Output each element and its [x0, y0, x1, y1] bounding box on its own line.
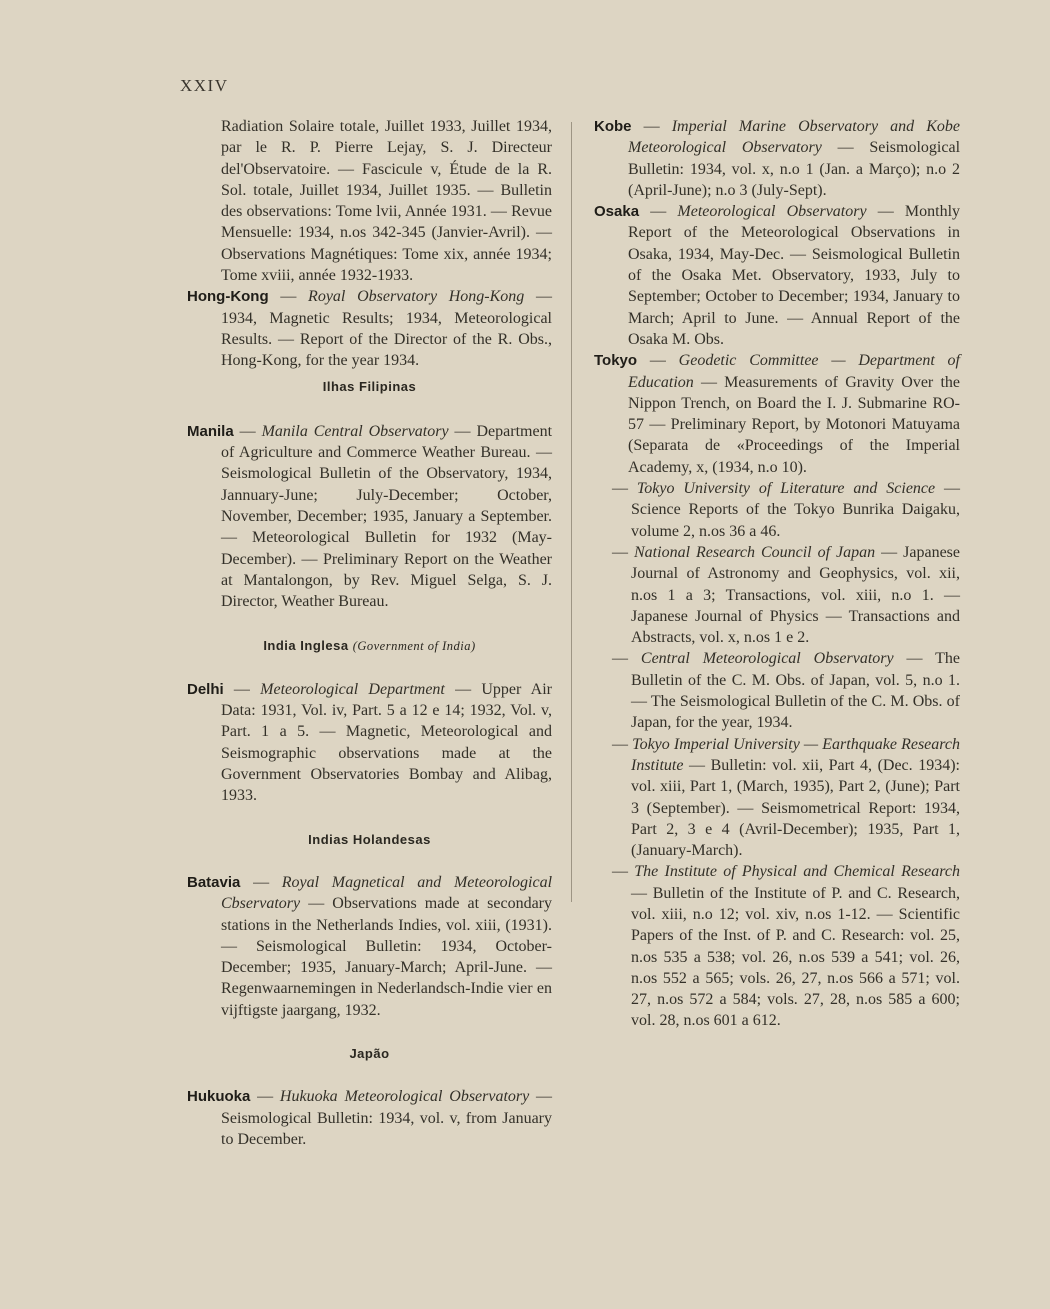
entry-delhi: Delhi — Meteorological Department — Upper Air Data: 1931, Vol. iv, Part. 5 a 12 e 14; 1932, Vol. v, Part. 1 a 5. — Magnetic, Meteorological and Seismographic observations made at the Government Observatories Bombay and Alibag, 1933. — [187, 680, 553, 805]
institution-name: The Institute of Physical and Chemical Research — [634, 863, 961, 881]
institution-name: Royal Observatory Hong-Kong — [308, 288, 525, 306]
column-divider — [571, 122, 572, 902]
entry-text: — Department of Agriculture and Commerce Weather Bureau. — Seismological Bulletin of the Observatory, 1934, Jannuary-June; July-December; October, November, December; 1935, January a September. — Meteorological Bulletin for 1932 (May-December). — Preliminary Report on the Weather at Mantalongon, by Rev. Miguel Selga, S. J. Director, Weather Bureau. — [221, 422, 553, 611]
entry-manila: Manila — Manila Central Observatory — Department of Agriculture and Commerce Weather Bureau. — Seismological Bulletin of the Observatory, 1934, Jannuary-June; July-December; October, November, December; 1935, January a September. — Meteorological Bulletin for 1932 (May-December). — Preliminary Report on the Weather at Mantalongon, by Rev. Miguel Selga, S. J. Director, Weather Bureau. — [187, 422, 553, 611]
institution-name: Meteorological Department — [260, 680, 445, 698]
entry-text: — Seismological Bulletin: 1934, vol. v, from January to December. — [221, 1088, 553, 1148]
intro-entry: Radiation Solaire totale, Juillet 1933, Juillet 1934, par le R. P. Pierre Lejay, S. J. Directeur del'Observatoire. — Fascicule v, Étude de la R. Sol. totale, Juillet 1934, Juillet 1935. — Bulletin des observations: Tome lvii, Année 1931. — Revue Mensuelle: 1934, n.os 342-345 (Janvier-Avril). — Observations Magnétiques: Tome xix, année 1934; Tome xviii, année 1932-1933. — [221, 118, 552, 285]
entry-batavia: Batavia — Royal Magnetical and Meteorological Cbservatory — Observations made at secondary stations in the Netherlands Indies, vol. xiii, (1931). — Seismological Bulletin: 1934, October-December; 1935, January-March; April-June. — Regenwaarnemingen in Nederlandsch-Indie vier en vijftigste jaargang, 1932. — [187, 873, 553, 1019]
institution-name: Tokyo Imperial University — Earthquake Research Institute — [631, 735, 960, 774]
page-number: XXIV — [180, 76, 229, 95]
institution-name: National Research Council of Japan — [634, 543, 876, 561]
entry-tokyo: Tokyo — Geodetic Committee — Department of Education — Measurements of Gravity Over the Nippon Trench, on Board the I. J. Submarine RO-57 — Preliminary Report, by Motonori Matuyama (Separata de «Proceedings of the Imperial Academy, x, (1934, n.o 10). — [594, 352, 961, 476]
institution-name: Geodetic Committee — Department of Education — [628, 352, 961, 391]
right-column — [594, 116, 960, 1032]
institution-name: Hukuoka Meteorological Observatory — [279, 1088, 530, 1106]
entry-central-observatory: — Central Meteorological Observatory — The Bulletin of the C. M. Obs. of Japan, vol. 5, n.o 1. — The Seismological Bulletin of the C. M. Obs. of Japan, for the year, 1934. — [612, 650, 961, 732]
institution-name: Meteorological Observatory — [677, 203, 867, 221]
institution-name: Central Meteorological Observatory — [640, 650, 894, 668]
entry-osaka: Osaka — Meteorological Observatory — Monthly Report of the Meteorological Observations in Osaka, 1934, May-Dec. — Seismological Bulletin of the Osaka Met. Observatory, 1933, July to September; October to December; 1934, January to March; April to June. — Annual Report of the Osaka M. Obs. — [594, 203, 961, 348]
entry-hukuoka: Hukuoka — Hukuoka Meteorological Observatory — Seismological Bulletin: 1934, vol. v, from January to December. — [187, 1088, 553, 1148]
place-name: Batavia — [187, 873, 241, 891]
entry-text: — Seismological Bulletin: 1934, vol. x, n.o 1 (Jan. a Março); n.o 2 (April-June); n.o 3 (July-Sept). — [628, 139, 961, 199]
institution-name: Imperial Marine Observatory and Kobe Meteorological Observatory — [628, 118, 961, 157]
institution-name: Tokyo University of Literature and Science — [636, 480, 936, 498]
entry-research-council: — National Research Council of Japan — Japanese Journal of Astronomy and Geophysics, vol. xii, n.os 1 a 3; Transactions, vol. xiii, n.o 1. — Japanese Journal of Physics — Transactions and Abstracts, vol. x, n.os 1 e 2. — [612, 543, 961, 647]
place-name: Manila — [187, 422, 234, 440]
entry-text: — 1934, Magnetic Results; 1934, Meteorological Results. — Report of the Director of the R. Obs., Hong-Kong, for the year 1934. — [221, 288, 553, 370]
place-name: Hukuoka — [187, 1088, 251, 1106]
institution-name: Manila Central Observatory — [261, 422, 449, 440]
place-name: Delhi — [187, 680, 224, 698]
place-name: Kobe — [594, 118, 632, 135]
entry-physical-chemical: — The Institute of Physical and Chemical Research — Bulletin of the Institute of P. and C. Research, vol. xiii, n.o 12; vol. xiv, n.os 1-12. — Scientific Papers of the Inst. of P. and C. Research: vol. 25, n.os 535 a 538; vol. 26, n.os 539 a 541; vol. 26, n.os 552 a 565; vols. 26, 27, n.os 566 a 571; vol. 27, n.os 572 a 584; vols. 27, 28, n.os 585 a 600; vol. 28, n.os 601 a 612. — [612, 863, 961, 1030]
entry-text: — Japanese Journal of Astronomy and Geophysics, vol. xii, n.os 1 a 3; Transactions, vol. xiii, n.o 1. — Japanese Journal of Physics — Transactions and Abstracts, vol. x, n.os 1 e 2. — [631, 543, 961, 647]
place-name: Hong-Kong — [187, 288, 269, 306]
entry-text: — Monthly Report of the Meteorological Observations in Osaka, 1934, May-Dec. — Seismological Bulletin of the Osaka Met. Observatory, 1933, July to September; October to December; 1934, January to March; April to June. — Annual Report of the Osaka M. Obs. — [628, 203, 961, 348]
entry-text: — Bulletin of the Institute of P. and C. Research, vol. xiii, n.o 12; vol. xiv, n.os 1-12. — Scientific Papers of the Inst. of P. and C. Research: vol. 25, n.os 535 a 538; vol. 26, n.os 539 a 541; vol. 26, n.os 552 a 565; vols. 26, 27, n.os 566 a 571; vol. 27, n.os 572 a 584; vols. 27, 28, n.os 585 a 600; vol. 28, n.os 601 a 612. — [631, 884, 960, 1030]
left-column — [187, 116, 552, 1150]
entry-text: — The Bulletin of the C. M. Obs. of Japan, vol. 5, n.o 1. — The Seismological Bulletin of the C. M. Obs. of Japan, for the year, 1934. — [631, 650, 961, 732]
entry-text: — Science Reports of the Tokyo Bunrika Daigaku, volume 2, n.os 36 a 46. — [631, 480, 960, 540]
region-heading: India Inglesa (Government of India) — [263, 637, 476, 653]
entry-earthquake-institute: — Tokyo Imperial University — Earthquake Research Institute — Bulletin: vol. xii, Part 4, (Dec. 1934): vol. xiii, Part 1, (March, 1935), Part 2, (June); Part 3 (September). — Seismometrical Report: 1934, Part 2, 3 e 4 (Avril-December); 1935, Part 1, (January-March). — [612, 735, 961, 860]
entry-hong-kong: Hong-Kong — Royal Observatory Hong-Kong — 1934, Magnetic Results; 1934, Meteorological Results. — Report of the Director of the R. Obs., Hong-Kong, for the year 1934. — [187, 288, 553, 370]
entry-tokyo-bunrika: — Tokyo University of Literature and Science — Science Reports of the Tokyo Bunrika Daigaku, volume 2, n.os 36 a 46. — [612, 480, 960, 540]
region-heading: Japão — [349, 1045, 390, 1061]
region-subheading: (Government of India) — [352, 638, 476, 653]
place-name: Osaka — [594, 203, 640, 221]
entry-kobe: Kobe — Imperial Marine Observatory and Kobe Meteorological Observatory — Seismological Bulletin: 1934, vol. x, n.o 1 (Jan. a Março); n.o 2 (April-June); n.o 3 (July-Sept). — [594, 118, 961, 199]
place-name: Tokyo — [594, 352, 638, 370]
region-heading: Indias Holandesas — [308, 831, 431, 847]
entry-text: — Bulletin: vol. xii, Part 4, (Dec. 1934): vol. xiii, Part 1, (March, 1935), Part 2, (June); Part 3 (September). — Seismometrical Report: 1934, Part 2, 3 e 4 (Avril-December); 1935, Part 1, (January-March). — [631, 756, 961, 860]
entry-text: — Upper Air Data: 1931, Vol. iv, Part. 5 a 12 e 14; 1932, Vol. v, Part. 1 a 5. — Magnetic, Meteorological and Seismographic observations made at the Government Observatories Bombay and Alibag, 1933. — [221, 680, 553, 805]
entry-text: — Measurements of Gravity Over the Nippon Trench, on Board the I. J. Submarine RO-57 — Preliminary Report, by Motonori Matuyama (Separata de «Proceedings of the Imperial Academy, x, (1934, n.o 10). — [628, 373, 960, 476]
region-heading: Ilhas Filipinas — [322, 378, 417, 394]
entry-text: — Observations made at secondary stations in the Netherlands Indies, vol. xiii, (1931). — Seismological Bulletin: 1934, October-December; 1935, January-March; April-June. — Regenwaarnemingen in Nederlandsch-Indie vier en vijftigste jaargang, 1932. — [221, 895, 553, 1019]
institution-name: Royal Magnetical and Meteorological Cbservatory — [221, 873, 553, 913]
